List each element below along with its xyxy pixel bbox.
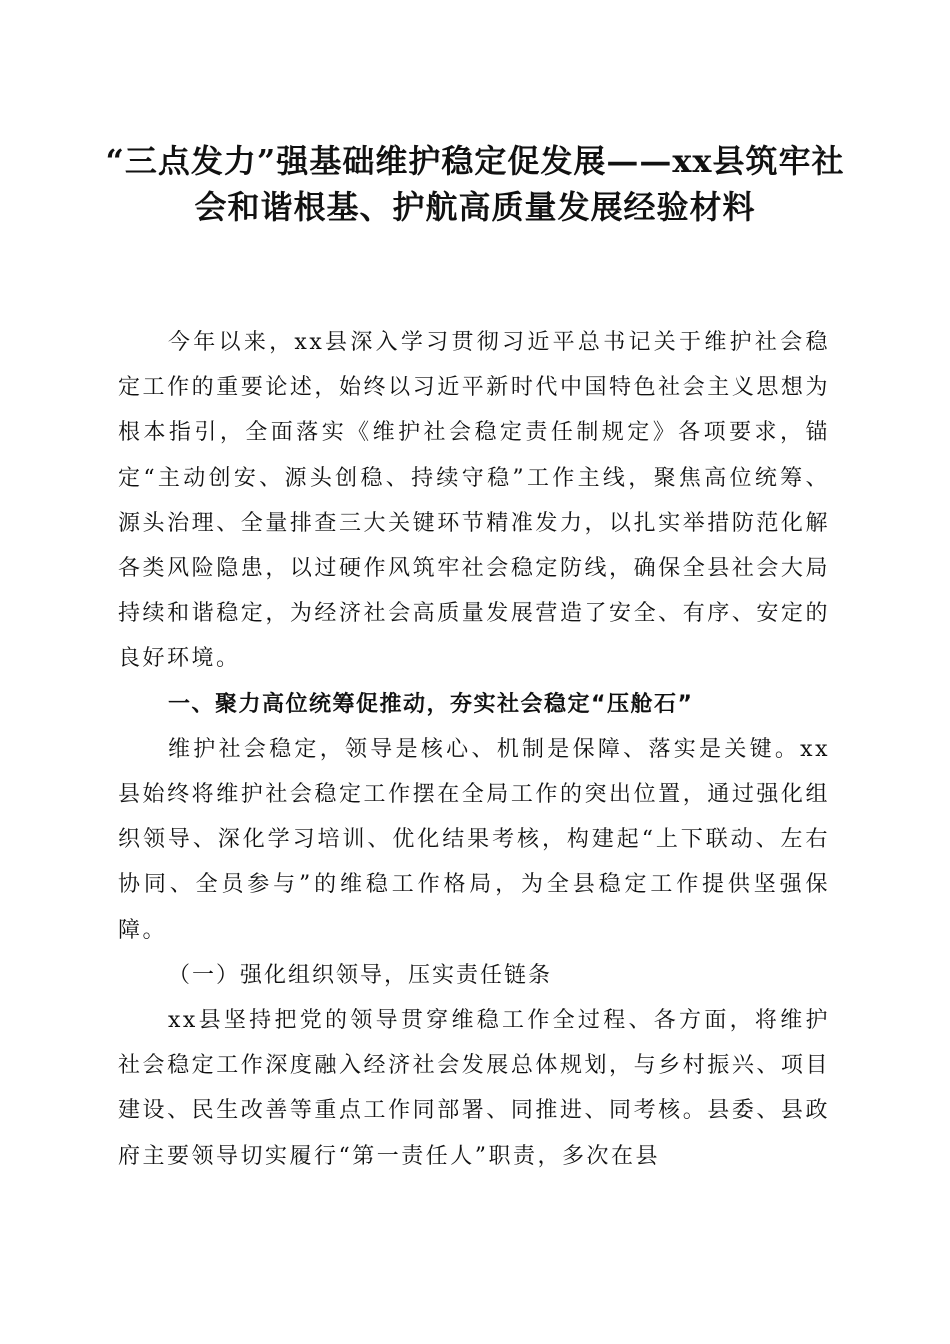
section-1-paragraph: 维护社会稳定，领导是核心、机制是保障、落实是关键。xx县始终将维护社会稳定工作摆在全局工作的突出位置，通过强化组织领导、深化学习培训、优化结果考核，构建起“上下联动、左右协同、全员参与”的维稳工作格局，为全县稳定工作提供坚强保障。 [118, 736, 830, 943]
section-1-heading: 一、聚力高位统筹促推动，夯实社会稳定“压舱石” [168, 691, 694, 717]
intro-paragraph: 今年以来，xx县深入学习贯彻习近平总书记关于维护社会稳定工作的重要论述，始终以习近平新时代中国特色社会主义思想为根本指引，全面落实《维护社会稳定责任制规定》各项要求，锚定“主动创安、源头创稳、持续守稳”工作主线，聚焦高位统筹、源头治理、全量排查三大关键环节精准发力，以扎实举措防范化解各类风险隐患，以过硬作风筑牢社会稳定防线，确保全县社会大局持续和谐稳定，为经济社会高质量发展营造了安全、有序、安定的良好环境。 [118, 330, 830, 672]
subsection-1-heading: （一）强化组织领导，压实责任链条 [168, 962, 553, 988]
document-body [118, 320, 830, 1179]
document-title: “三点发力”强基础维护稳定促发展——xx县筑牢社会和谐根基、护航高质量发展经验材料 [105, 142, 845, 226]
subsection-1-paragraph: xx县坚持把党的领导贯穿维稳工作全过程、各方面，将维护社会稳定工作深度融入经济社会发展总体规划，与乡村振兴、项目建设、民生改善等重点工作同部署、同推进、同考核。县委、县政府主要领导切实履行“第一责任人”职责，多次在县 [118, 1008, 830, 1169]
